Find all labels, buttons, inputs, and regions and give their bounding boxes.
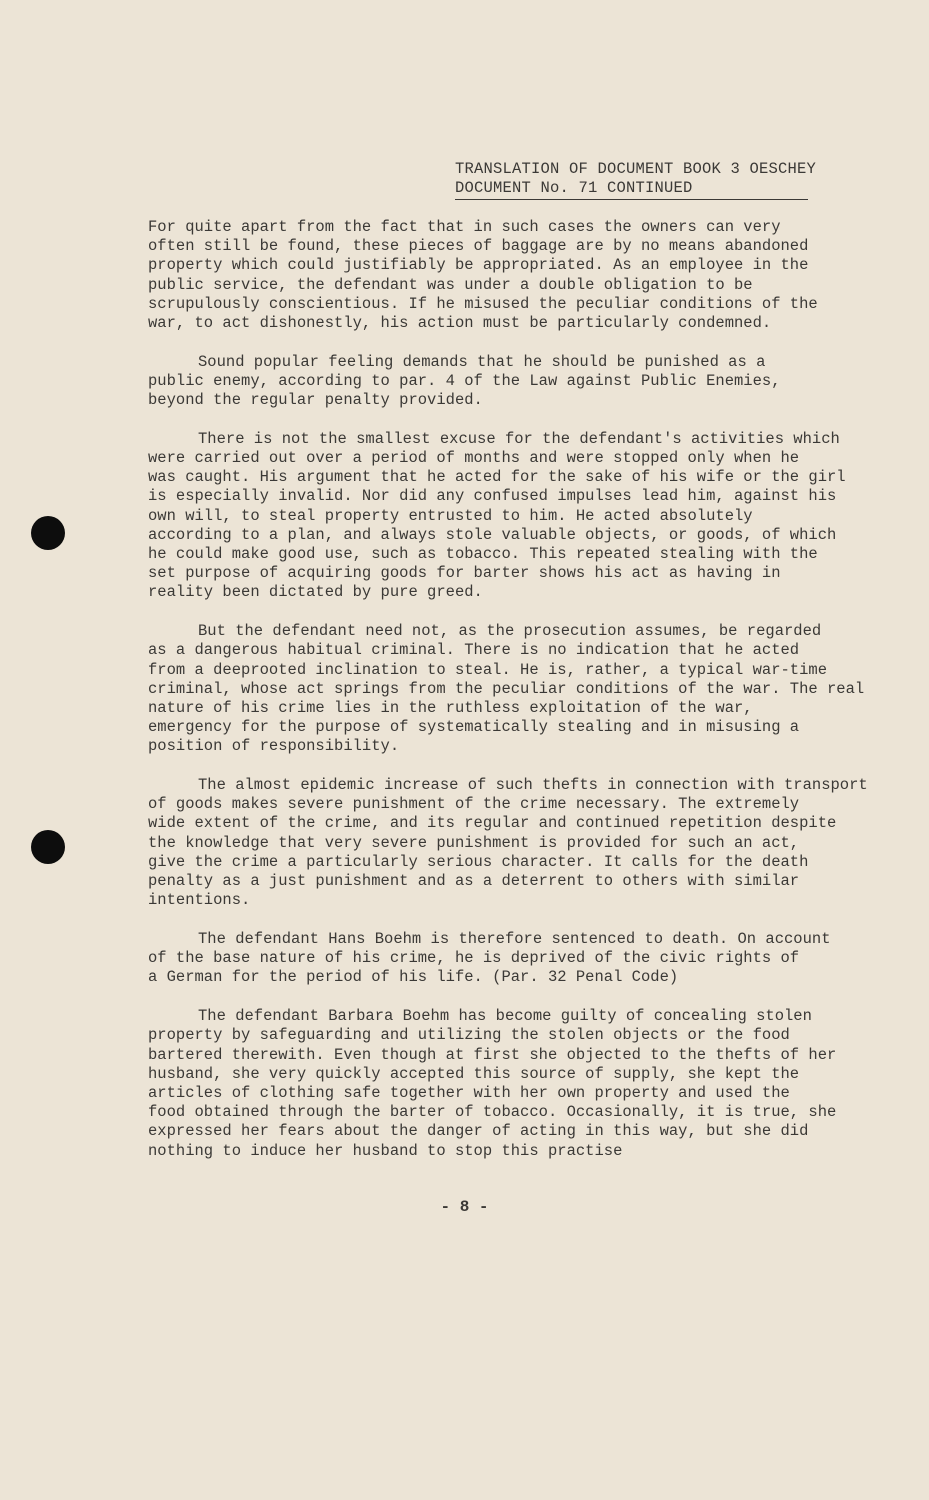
paragraph-line: a German for the period of his life. (Par. 32 Penal Code) (148, 968, 679, 987)
document-header (455, 160, 835, 200)
paragraph-line: criminal, whose act springs from the peculiar conditions of the war. The real (148, 679, 865, 698)
paragraph-line: nature of his crime lies in the ruthless exploitation of the war, (148, 698, 753, 717)
paragraph-line: Sound popular feeling demands that he should be punished as a (198, 352, 766, 371)
paragraph-line: scrupulously conscientious. If he misused the peculiar conditions of the (148, 294, 818, 313)
punch-hole-bottom (31, 830, 65, 864)
paragraph-line: property which could justifiably be appropriated. As an employee in the (148, 256, 809, 275)
paragraph-line: give the crime a particularly serious character. It calls for the death (148, 852, 809, 871)
paragraph-line: were carried out over a period of months and were stopped only when he (148, 449, 800, 468)
paragraph-line: set purpose of acquiring goods for barter shows his act as having in (148, 564, 781, 583)
document-body (148, 218, 888, 1180)
paragraph-line: of the base nature of his crime, he is deprived of the civic rights of (148, 949, 800, 968)
header-title: TRANSLATION OF DOCUMENT BOOK 3 OESCHEY (455, 160, 817, 178)
paragraph-line: public service, the defendant was under a double obligation to be (148, 275, 753, 294)
paragraph-line: articles of clothing safe together with her own property and used the (148, 1083, 790, 1102)
paragraph-line: food obtained through the barter of tobacco. Occasionally, it is true, she (148, 1103, 837, 1122)
paragraph-line: There is not the smallest excuse for the defendant's activities which (198, 429, 840, 448)
paragraph-line: emergency for the purpose of systematically stealing and in misusing a (148, 718, 800, 737)
paragraph-line: of goods makes severe punishment of the crime necessary. The extremely (148, 795, 800, 814)
paragraph-line: position of responsibility. (148, 737, 400, 756)
paragraph-line: the knowledge that very severe punishment is provided for such an act, (148, 833, 800, 852)
paragraph-line: For quite apart from the fact that in such cases the owners can very (148, 218, 781, 236)
paragraph-line: he could make good use, such as tobacco. This repeated stealing with the (148, 545, 818, 564)
paragraph-line: public enemy, according to par. 4 of the Law against Public Enemies, (148, 371, 781, 390)
paragraph (148, 776, 888, 910)
paragraph (148, 930, 888, 988)
paragraph-line: according to a plan, and always stole valuable objects, or goods, of which (148, 525, 837, 544)
paragraph (148, 353, 888, 411)
page-number: - 8 - (440, 1198, 489, 1216)
paragraph-line: is especially invalid. Nor did any confused impulses lead him, against his (148, 487, 837, 506)
paragraph-line: reality been dictated by pure greed. (148, 583, 483, 602)
paragraph-line: But the defendant need not, as the prosecution assumes, be regarded (198, 622, 822, 641)
paragraph-line: war, to act dishonestly, his action must be particularly condemned. (148, 314, 772, 333)
paragraph (148, 1007, 888, 1161)
paragraph-line: beyond the regular penalty provided. (148, 391, 483, 410)
paragraph (148, 622, 888, 756)
header-document-number: DOCUMENT No. 71 CONTINUED (455, 179, 808, 200)
paragraph-line: own will, to steal property entrusted to him. He acted absolutely (148, 506, 753, 525)
paragraph-line: wide extent of the crime, and its regular and continued repetition despite (148, 814, 837, 833)
paragraph (148, 218, 888, 333)
paragraph-line: The almost epidemic increase of such thefts in connection with transport (198, 776, 868, 795)
paragraph-line: property by safeguarding and utilizing the stolen objects or the food (148, 1026, 790, 1045)
punch-hole-top (31, 516, 65, 550)
paragraph-line: penalty as a just punishment and as a deterrent to others with similar (148, 872, 800, 891)
paragraph-line: nothing to induce her husband to stop this practise (148, 1141, 623, 1160)
paragraph (148, 430, 888, 603)
paragraph-line: from a deeprooted inclination to steal. He is, rather, a typical war-time (148, 660, 828, 679)
paragraph-line: bartered therewith. Even though at first she objected to the thefts of her (148, 1045, 837, 1064)
paragraph-line: was caught. His argument that he acted for the sake of his wife or the girl (148, 468, 846, 487)
paragraph-line: as a dangerous habitual criminal. There is no indication that he acted (148, 641, 800, 660)
paragraph-line: intentions. (148, 891, 251, 910)
paragraph-line: often still be found, these pieces of baggage are by no means abandoned (148, 237, 809, 256)
paragraph-line: husband, she very quickly accepted this source of supply, she kept the (148, 1064, 800, 1083)
paragraph-line: The defendant Hans Boehm is therefore sentenced to death. On account (198, 930, 831, 948)
paragraph-line: expressed her fears about the danger of acting in this way, but she did (148, 1122, 809, 1141)
paragraph-line: The defendant Barbara Boehm has become guilty of concealing stolen (198, 1007, 812, 1026)
